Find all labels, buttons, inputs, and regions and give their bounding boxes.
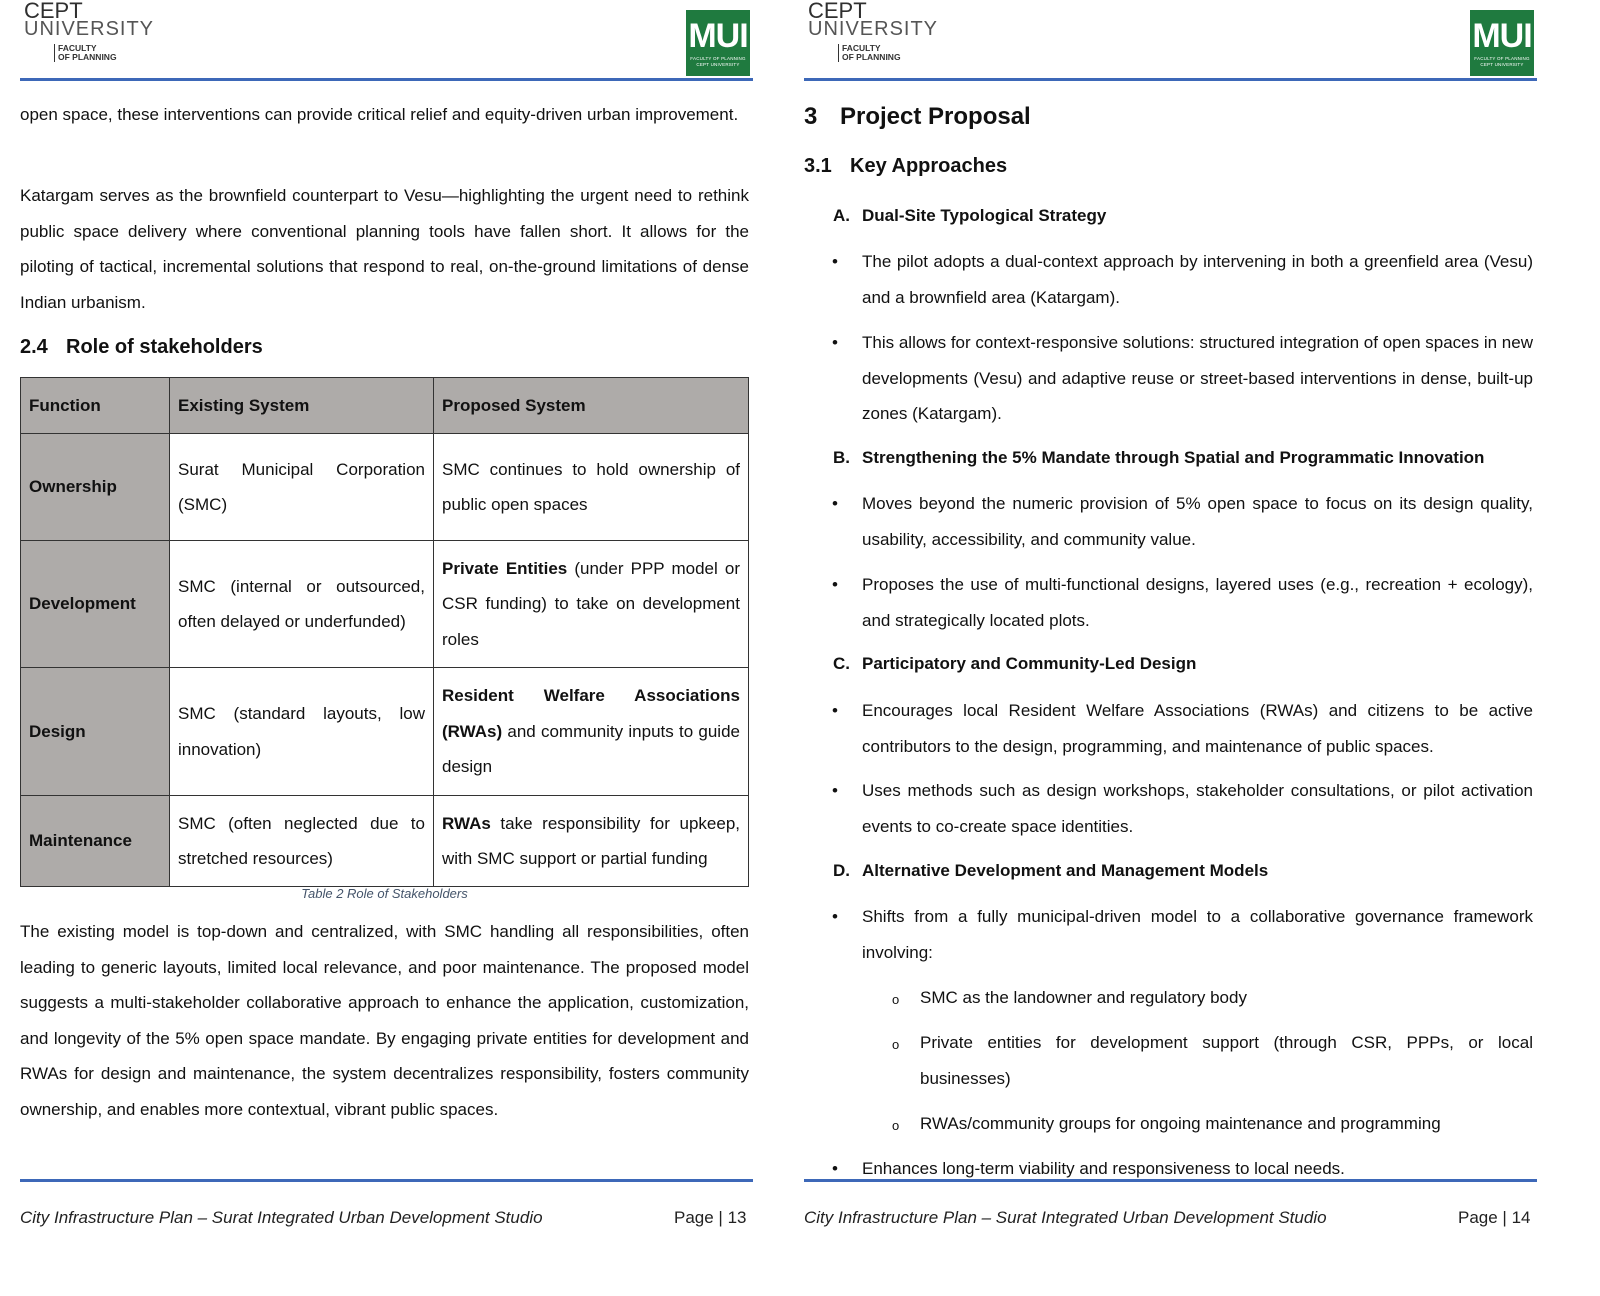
footer-rule <box>20 1179 753 1182</box>
list-item-text: This allows for context-responsive solutions: structured integration of open spaces in new developments (Vesu) and adaptive reuse or street-based interventions in dense, built-up zones (Katargam). <box>862 333 1533 423</box>
footer-page-number: Page | 13 <box>674 1208 747 1227</box>
header-rule <box>804 78 1537 81</box>
cept-logo-faculty <box>838 44 901 62</box>
list-item <box>832 486 1533 557</box>
existing-cell: SMC (often neglected due to stretched resources) <box>170 796 434 887</box>
approach-letter: B. <box>833 448 850 467</box>
function-cell: Ownership <box>21 434 170 541</box>
mui-logo-text: MUI <box>688 17 748 55</box>
footer-title: City Infrastructure Plan – Surat Integrated Urban Development Studio <box>20 1208 543 1227</box>
list-item <box>832 773 1533 844</box>
bullet-marker: • <box>832 1159 838 1178</box>
proposed-text: SMC continues to hold ownership of public open spaces <box>442 459 740 514</box>
cept-fac-line-2: OF PLANNING <box>842 52 901 62</box>
sub-list-item-text: Private entities for development support (through CSR, PPPs, or local businesses) <box>920 1033 1533 1088</box>
approach-c-heading <box>833 654 1196 674</box>
list-item <box>832 325 1533 432</box>
footer-page-number: Page | 14 <box>1458 1208 1531 1227</box>
paragraph-2: Katargam serves as the brownfield counterpart to Vesu—highlighting the urgent need to rethink public space delivery where conventional planning tools have fallen short. It allows for the piloting of tactical, incremental solutions that respond to real, on-the-ground limitations of dense Indian urbanism. <box>20 186 749 312</box>
footer-rule <box>804 1179 1537 1182</box>
table-row <box>21 668 749 796</box>
table-header-cell: Function <box>21 378 170 434</box>
table-row <box>21 434 749 541</box>
cept-logo-faculty <box>54 44 117 62</box>
approach-title: Alternative Development and Management Models <box>862 861 1269 880</box>
list-item <box>832 693 1533 764</box>
table-header-row <box>21 378 749 434</box>
section-title: Role of stakeholders <box>66 336 263 358</box>
existing-cell: SMC (standard layouts, low innovation) <box>170 668 434 796</box>
approach-b-heading <box>833 448 1484 468</box>
footer-title: City Infrastructure Plan – Surat Integrated Urban Development Studio <box>804 1208 1327 1227</box>
header-rule <box>20 78 753 81</box>
existing-cell: Surat Municipal Corporation (SMC) <box>170 434 434 541</box>
mui-logo <box>1470 10 1534 76</box>
mui-logo-sub-2: CEPT UNIVERSITY <box>1480 62 1524 67</box>
proposed-bold: Resident Welfare Associations (RWAs) <box>442 686 740 741</box>
chapter-title: Project Proposal <box>840 103 1031 130</box>
list-item-text: Shifts from a fully municipal-driven model to a collaborative governance framework involving: <box>862 907 1533 962</box>
chapter-number: 3 <box>804 103 818 130</box>
stakeholder-table <box>20 377 749 887</box>
mui-logo-sub-1: FACULTY OF PLANNING <box>690 56 746 61</box>
mui-logo <box>686 10 750 76</box>
proposed-text: take responsibility for upkeep, with SMC support or partial funding <box>442 813 740 868</box>
approach-title: Dual-Site Typological Strategy <box>862 206 1107 225</box>
proposed-cell <box>434 541 749 668</box>
paragraph-1: open space, these interventions can provide critical relief and equity-driven urban improvement. <box>20 105 739 124</box>
bullet-marker: • <box>832 494 838 513</box>
sub-list-item <box>892 980 1533 1016</box>
bullet-marker: • <box>832 575 838 594</box>
mui-logo-sub-2: CEPT UNIVERSITY <box>696 62 740 67</box>
page-14 <box>804 0 1584 1296</box>
cept-logo-university: UNIVERSITY <box>24 18 155 40</box>
function-cell: Development <box>21 541 170 668</box>
approach-letter: A. <box>833 206 850 225</box>
bullet-marker: • <box>832 252 838 271</box>
function-cell: Maintenance <box>21 796 170 887</box>
cept-fac-line-1: FACULTY <box>58 43 97 53</box>
sub-list-item-text: RWAs/community groups for ongoing maintenance and programming <box>920 1114 1441 1133</box>
table-caption: Table 2 Role of Stakeholders <box>301 886 468 901</box>
proposed-cell <box>434 796 749 887</box>
list-item <box>832 899 1533 970</box>
bullet-marker: • <box>832 781 838 800</box>
table-header-cell: Proposed System <box>434 378 749 434</box>
approach-letter: C. <box>833 654 850 673</box>
cept-university-logo <box>808 0 938 70</box>
list-item-text: Encourages local Resident Welfare Associations (RWAs) and citizens to be active contributors to the design, programming, and maintenance of public spaces. <box>862 701 1533 756</box>
cept-fac-line-1: FACULTY <box>842 43 881 53</box>
section-number: 2.4 <box>20 336 48 358</box>
cept-fac-line-2: OF PLANNING <box>58 52 117 62</box>
list-item-text: Proposes the use of multi-functional designs, layered uses (e.g., recreation + ecology), and strategically located plots. <box>862 575 1533 630</box>
approach-title: Participatory and Community-Led Design <box>862 654 1197 673</box>
section-title: Key Approaches <box>850 155 1008 177</box>
cept-logo-top: CEPT <box>808 0 867 23</box>
cept-university-logo <box>24 0 154 70</box>
sub-bullet-marker: o <box>892 992 900 1007</box>
proposed-bold: Private Entities <box>442 558 568 578</box>
proposed-cell <box>434 434 749 541</box>
list-item-text: Uses methods such as design workshops, stakeholder consultations, or pilot activation events to co-create space identities. <box>862 781 1533 836</box>
list-item-text: The pilot adopts a dual-context approach by intervening in both a greenfield area (Vesu) and a brownfield area (Katargam). <box>862 252 1533 307</box>
proposed-cell <box>434 668 749 796</box>
list-item <box>832 567 1533 638</box>
sub-bullet-marker: o <box>892 1118 900 1133</box>
proposed-text: and community inputs to guide design <box>442 721 740 777</box>
existing-cell: SMC (internal or outsourced, often delayed or underfunded) <box>170 541 434 668</box>
paragraph-3: The existing model is top-down and centralized, with SMC handling all responsibilities, often leading to generic layouts, limited local relevance, and poor maintenance. The proposed model suggests a multi-stakeholder collaborative approach to enhance the application, customization, and longevity of the 5% open space mandate. By engaging private entities for development and RWAs for design and maintenance, the system decentralizes responsibility, fosters community ownership, and enables more contextual, vibrant public spaces. <box>20 922 749 1119</box>
list-item-text: Enhances long-term viability and responsiveness to local needs. <box>862 1159 1345 1178</box>
cept-logo-top: CEPT <box>24 0 83 23</box>
function-cell: Design <box>21 668 170 796</box>
table-row <box>21 796 749 887</box>
sub-list-item-text: SMC as the landowner and regulatory body <box>920 988 1247 1007</box>
mui-logo-text: MUI <box>1472 17 1532 55</box>
bullet-marker: • <box>832 333 838 352</box>
section-heading-3-1 <box>804 155 1007 178</box>
proposed-text: (under PPP model or CSR funding) to take on development roles <box>442 558 740 649</box>
approach-title: Strengthening the 5% Mandate through Spatial and Programmatic Innovation <box>862 448 1485 467</box>
sub-list-item <box>892 1025 1533 1096</box>
proposed-bold: RWAs <box>442 813 491 833</box>
cept-logo-university: UNIVERSITY <box>808 18 939 40</box>
table-header-cell: Existing System <box>170 378 434 434</box>
sub-list-item <box>892 1106 1533 1142</box>
list-item-text: Moves beyond the numeric provision of 5% open space to focus on its design quality, usability, accessibility, and community value. <box>862 494 1533 549</box>
section-heading-2-4 <box>20 336 263 359</box>
table-row <box>21 541 749 668</box>
chapter-heading <box>804 103 1031 131</box>
sub-bullet-marker: o <box>892 1037 900 1052</box>
section-number: 3.1 <box>804 155 832 177</box>
bullet-marker: • <box>832 701 838 720</box>
page-13 <box>0 0 780 1296</box>
approach-letter: D. <box>833 861 850 880</box>
mui-logo-sub-1: FACULTY OF PLANNING <box>1474 56 1530 61</box>
approach-a-heading <box>833 206 1106 226</box>
bullet-marker: • <box>832 907 838 926</box>
approach-d-heading <box>833 861 1268 881</box>
list-item <box>832 244 1533 315</box>
